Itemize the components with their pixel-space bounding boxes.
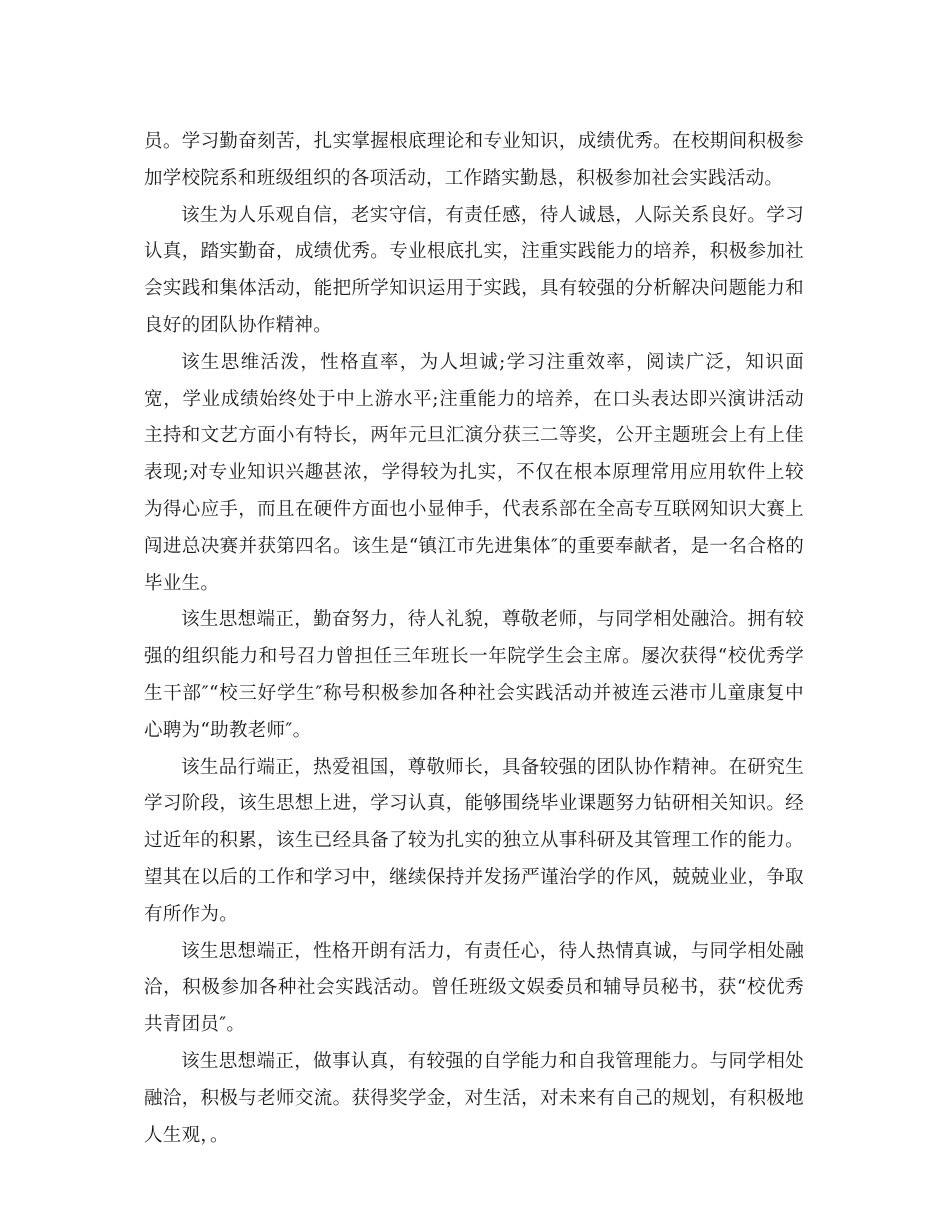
paragraph-7: 该生思想端正，做事认真，有较强的自学能力和自我管理能力。与同学相处融洽，积极与老师交流。获得奖学金，对生活，对未来有自己的规划，有积极地人生观，。 [144, 1050, 804, 1146]
document-body [144, 124, 804, 1154]
paragraph-4: 该生思想端正，勤奋努力，待人礼貌，尊敬老师，与同学相处融洽。拥有较强的组织能力和号召力曾担任三年班长一年院学生会主席。屡次获得“校优秀学生干部″“校三好学生″称号积极参加各种社会实践活动并被连云港市儿童康复中心聘为“助教老师″。 [144, 609, 804, 741]
paragraph-1: 员。学习勤奋刻苦，扎实掌握根底理论和专业知识，成绩优秀。在校期间积极参加学校院系和班级组织的各项活动，工作踏实勤恳，积极参加社会实践活动。 [144, 131, 804, 189]
paragraph-6: 该生思想端正，性格开朗有活力，有责任心，待人热情真诚，与同学相处融洽，积极参加各种社会实践活动。曾任班级文娱委员和辅导员秘书，获“校优秀共青团员″。 [144, 940, 804, 1036]
paragraph-3: 该生思维活泼，性格直率，为人坦诚;学习注重效率，阅读广泛，知识面宽，学业成绩始终处于中上游水平;注重能力的培养，在口头表达即兴演讲活动主持和文艺方面小有特长，两年元旦汇演分获三二等奖，公开主题班会上有上佳表现;对专业知识兴趣甚浓，学得较为扎实，不仅在根本原理常用应用软件上较为得心应手，而且在硬件方面也小显伸手，代表系部在全高专互联网知识大赛上闯进总决赛并获第四名。该生是“镇江市先进集体″的重要奉献者，是一名合格的毕业生。 [144, 351, 804, 594]
paragraph-5: 该生品行端正，热爱祖国，尊敬师长，具备较强的团队协作精神。在研究生学习阶段，该生思想上进，学习认真，能够围绕毕业课题努力钻研相关知识。经过近年的积累，该生已经具备了较为扎实的独立从事科研及其管理工作的能力。望其在以后的工作和学习中，继续保持并发扬严谨治学的作风，兢兢业业，争取有所作为。 [144, 756, 804, 925]
paragraph-2: 该生为人乐观自信，老实守信，有责任感，待人诚恳，人际关系良好。学习认真，踏实勤奋，成绩优秀。专业根底扎实，注重实践能力的培养，积极参加社会实践和集体活动，能把所学知识运用于实践，具有较强的分析解决问题能力和良好的团队协作精神。 [144, 204, 804, 336]
